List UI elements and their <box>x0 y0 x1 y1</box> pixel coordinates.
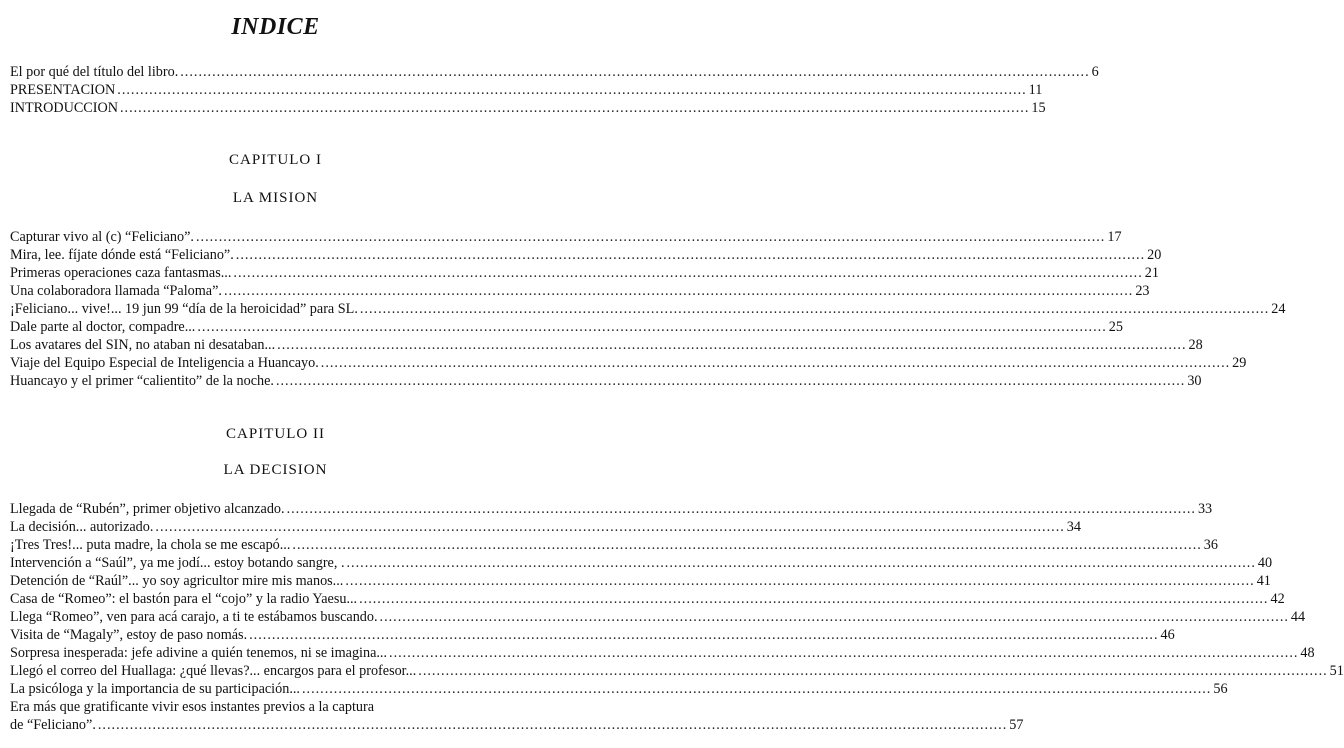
toc-entry[interactable] <box>10 518 1081 536</box>
dot-leader <box>196 228 1105 246</box>
toc-entry-text: Mira, lee. fíjate dónde está “Feliciano”. <box>10 247 234 263</box>
toc-entry-text: Era más que gratificante vivir esos instantes previos a la captura <box>10 699 375 715</box>
toc-entry-text: La decisión... autorizado. <box>10 519 154 535</box>
toc-entry-text: Casa de “Romeo”: el bastón para el “cojo” y la radio Yaesu... <box>10 591 358 607</box>
toc-entry-page: 44 <box>1290 609 1306 625</box>
toc-entry[interactable] <box>10 680 1228 698</box>
page-title: INDICE <box>231 14 320 40</box>
dot-leader <box>321 354 1230 372</box>
toc-entry-page: 20 <box>1147 247 1162 263</box>
toc-entry-text: Dale parte al doctor, compadre... <box>10 319 196 335</box>
toc-entry-page: 29 <box>1232 355 1247 371</box>
toc-entry-page: 46 <box>1160 627 1175 643</box>
dot-leader <box>98 716 1007 734</box>
toc-entry[interactable] <box>10 63 1099 81</box>
toc-entry[interactable] <box>10 626 1175 644</box>
toc-entry[interactable] <box>10 644 1315 662</box>
toc-entry-text: Capturar vivo al (c) “Feliciano”. <box>10 229 194 245</box>
toc-entry-page: 56 <box>1213 681 1228 697</box>
toc-entry-text: Los avatares del SIN, no ataban ni desataban... <box>10 337 276 353</box>
toc-entry[interactable] <box>10 81 1043 99</box>
toc-entry[interactable] <box>10 716 1024 734</box>
toc-entry[interactable] <box>10 590 1285 608</box>
toc-entry-page: 15 <box>1031 100 1046 116</box>
toc-entry-text: ¡Feliciano... vive!... 19 jun 99 “día de la heroicidad” para SL. <box>10 301 358 317</box>
toc-entry-text: Una colaboradora llamada “Paloma”. <box>10 283 222 299</box>
toc-entry-page: 6 <box>1091 64 1099 80</box>
toc-entry[interactable] <box>10 372 1202 390</box>
toc-entry-text: Intervención a “Saúl”, ya me jodí... estoy botando sangre, . <box>10 555 345 571</box>
chapter-1-label: CAPITULO I <box>229 152 322 168</box>
toc-entry-text: de “Feliciano”. <box>10 717 96 733</box>
dot-leader <box>120 99 1029 117</box>
toc-entry-page: 21 <box>1144 265 1159 281</box>
dot-leader <box>197 318 1106 336</box>
dot-leader <box>276 372 1185 390</box>
toc-entry-page: 34 <box>1066 519 1081 535</box>
toc-entry-page: 51 <box>1329 663 1344 679</box>
toc-entry-text: La psicóloga y la importancia de su participación... <box>10 681 300 697</box>
toc-entry-page: 28 <box>1188 337 1203 353</box>
dot-leader <box>224 282 1133 300</box>
toc-entry-text: Huancayo y el primer “calientito” de la noche. <box>10 373 274 389</box>
toc-entry-page: 30 <box>1187 373 1202 389</box>
toc-entry-page: 48 <box>1300 645 1315 661</box>
toc-entry-text: INTRODUCCION <box>10 100 118 116</box>
dot-leader <box>418 662 1327 680</box>
toc-entry-text: Detención de “Raúl”... yo soy agricultor mire mis manos... <box>10 573 344 589</box>
toc-entry-page: 24 <box>1271 301 1286 317</box>
toc-entry[interactable] <box>10 354 1247 372</box>
chapter-2-subtitle: LA DECISION <box>223 462 328 478</box>
toc-entry-text: Llega “Romeo”, ven para acá carajo, a ti te estábamos buscando. <box>10 609 378 625</box>
dot-leader <box>155 518 1064 536</box>
toc-entry-text: Sorpresa inesperada: jefe adivine a quién tenemos, ni se imagina... <box>10 645 388 661</box>
dot-leader <box>360 300 1269 318</box>
toc-entry[interactable] <box>10 500 1213 518</box>
toc-entry-text: PRESENTACION <box>10 82 116 98</box>
dot-leader <box>359 590 1268 608</box>
toc-entry-text: Llegada de “Rubén”, primer objetivo alcanzado. <box>10 501 285 517</box>
dot-leader <box>345 572 1254 590</box>
toc-entry-page: 41 <box>1256 573 1271 589</box>
toc-entry[interactable] <box>10 698 543 716</box>
chapter-2-label: CAPITULO II <box>226 426 325 442</box>
toc-entry[interactable] <box>10 246 1162 264</box>
dot-leader <box>277 336 1186 354</box>
toc-entry-page: 17 <box>1107 229 1122 245</box>
toc-entry[interactable] <box>10 608 1306 626</box>
dot-leader <box>389 644 1298 662</box>
toc-entry-page: 36 <box>1203 537 1218 553</box>
toc-entry-page: 57 <box>1009 717 1024 733</box>
toc-entry[interactable] <box>10 554 1273 572</box>
toc-entry-text: Llegó el correo del Huallaga: ¿qué llevas?... encargos para el profesor... <box>10 663 417 679</box>
toc-entry[interactable] <box>10 99 1046 117</box>
chapter-1-subtitle: LA MISION <box>232 190 319 206</box>
toc-entry-text: Visita de “Magaly”, estoy de paso nomás. <box>10 627 248 643</box>
toc-entry-text: Viaje del Equipo Especial de Inteligencia a Huancayo. <box>10 355 319 371</box>
toc-entry[interactable] <box>10 318 1123 336</box>
toc-entry-page: 40 <box>1257 555 1273 571</box>
toc-entry[interactable] <box>10 536 1218 554</box>
toc-entry-page: 23 <box>1135 283 1150 299</box>
toc-entry-page: 25 <box>1108 319 1123 335</box>
toc-entry-text: El por qué del título del libro. <box>10 64 179 80</box>
dot-leader <box>233 264 1142 282</box>
toc-entry[interactable] <box>10 336 1203 354</box>
dot-leader <box>292 536 1201 554</box>
toc-entry[interactable] <box>10 662 1344 680</box>
toc-entry[interactable] <box>10 264 1159 282</box>
toc-entry[interactable] <box>10 228 1122 246</box>
toc-entry[interactable] <box>10 300 1286 318</box>
dot-leader <box>347 554 1256 572</box>
dot-leader <box>302 680 1211 698</box>
toc-entry[interactable] <box>10 282 1150 300</box>
toc-entry[interactable] <box>10 572 1271 590</box>
toc-entry-page: 33 <box>1197 501 1213 517</box>
toc-entry-text: ¡Tres Tres!... puta madre, la chola se me escapó... <box>10 537 291 553</box>
dot-leader <box>249 626 1158 644</box>
dot-leader <box>380 608 1289 626</box>
toc-entry-text: Primeras operaciones caza fantasmas... <box>10 265 232 281</box>
dot-leader <box>236 246 1145 264</box>
dot-leader <box>117 81 1026 99</box>
toc-entry-page: 42 <box>1270 591 1285 607</box>
dot-leader <box>287 500 1196 518</box>
toc-entry-page: 11 <box>1028 82 1043 98</box>
dot-leader <box>180 63 1089 81</box>
